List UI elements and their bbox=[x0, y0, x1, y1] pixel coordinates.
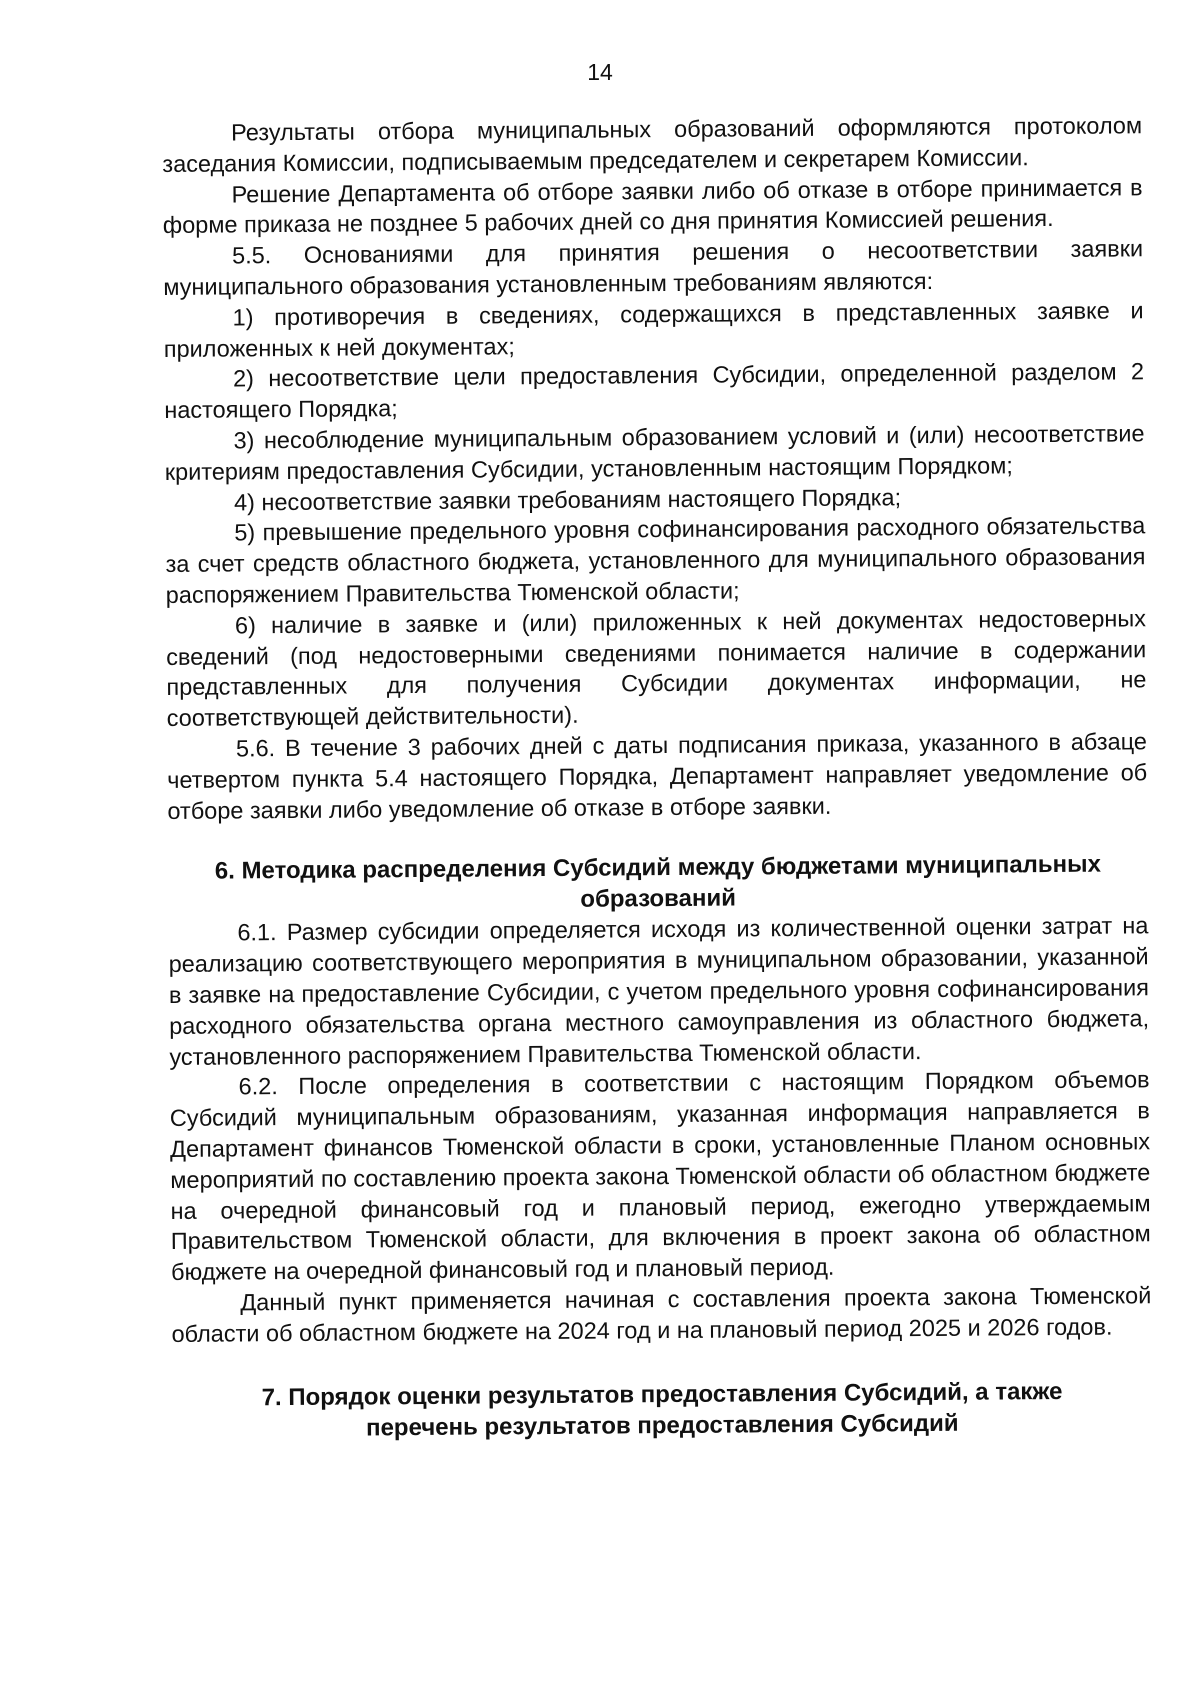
paragraph-department-decision: Решение Департамента об отборе заявки либо об отказе в отборе принимается в форме приказа не позднее 5 рабочих дней со дня принятия Комиссией решения. bbox=[162, 173, 1143, 239]
paragraph-5-6: 5.6. В течение 3 рабочих дней с даты подписания приказа, указанного в абзаце четвертом пункта 5.4 настоящего Порядка, Департамент направляет уведомление об отборе заявки либо уведомление об отказе в отборе заявки. bbox=[167, 728, 1148, 824]
list-item-1: 1) противоречия в сведениях, содержащихся в представленных заявке и приложенных к ней документах; bbox=[163, 297, 1144, 362]
paragraph-6-2-applicability: Данный пункт применяется начиная с составления проекта закона Тюменской области об областном бюджете на 2024 год и на плановый период 2025 и 2026 годов. bbox=[171, 1282, 1152, 1347]
list-item-4: 4) несоответствие заявки требованиям настоящего Порядка; bbox=[233, 483, 902, 516]
list-item-3: 3) несоблюдение муниципальным образованием условий и (или) несоответствие критериям предоставления Субсидии, установленным настоящим Порядком; bbox=[164, 420, 1145, 485]
list-item-2: 2) несоответствие цели предоставления Субсидии, определенной разделом 2 настоящего Порядка; bbox=[164, 358, 1145, 424]
page-number: 14 bbox=[587, 59, 613, 85]
paragraph-commission-protocol: Результаты отбора муниципальных образований оформляются протоколом заседания Комиссии, подписываемым председателем и секретарем Комиссии. bbox=[162, 112, 1143, 177]
section-6-heading: 6. Методика распределения Субсидий между бюджетами муниципальных образований bbox=[214, 850, 1102, 914]
paragraph-6-2: 6.2. После определения в соответствии с настоящим Порядком объемов Субсидий муниципальным образованиям, указанная информация направляется в Департамент финансов Тюменской области в сроки, установленные Планом основных мероприятий по составлению проекта закона Тюменской области об областном бюджете на очередной финансовый год и плановый период, ежегодно утверждаемым Правительством Тюменской области, для включения в проект закона об областном бюджете на очередной финансовый год и плановый период. bbox=[169, 1066, 1151, 1286]
section-7-heading: 7. Порядок оценки результатов предоставления Субсидий, а также перечень результатов предоставления Субсидий bbox=[261, 1378, 1063, 1442]
list-item-6: 6) наличие в заявке и (или) приложенных к ней документах недостоверных сведений (под недостоверными сведениями понимается наличие в содержании представленных для получения Субсидии документах информации, не соответствующей действительности). bbox=[166, 605, 1147, 732]
paragraph-5-5: 5.5. Основаниями для принятия решения о несоответствии заявки муниципального образования установленным требованиям являются: bbox=[163, 235, 1144, 300]
paragraph-6-1: 6.1. Размер субсидии определяется исходя из количественной оценки затрат на реализацию соответствующего мероприятия в муниципальном образовании, указанной в заявке на предоставление Субсидии, с учетом предельного уровня софинансирования расходного обязательства органа местного самоуправления из областного бюджета, установленного распоряжением Правительства Тюменской области. bbox=[168, 912, 1150, 1070]
list-item-5: 5) превышение предельного уровня софинансирования расходного обязательства за счет средств областного бюджета, установленного для муниципального образования распоряжением Правительства Тюменской области; bbox=[165, 512, 1146, 608]
document-body bbox=[162, 110, 1152, 1445]
